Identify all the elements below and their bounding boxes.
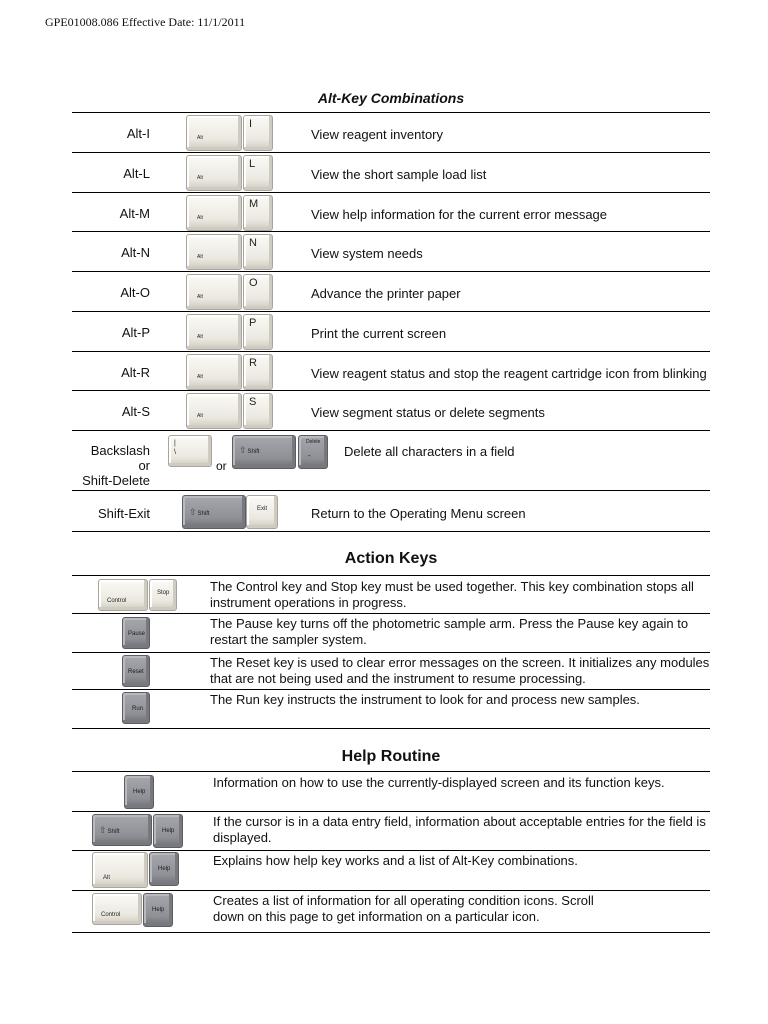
- description-line: If the cursor is in a data entry field, information about acceptable entries for the field is: [213, 814, 706, 829]
- table-row: [72, 850, 710, 890]
- run-key: [122, 692, 150, 724]
- table-row: [72, 576, 710, 613]
- combo-label: Alt-R: [121, 365, 150, 380]
- letter-key-r: [243, 354, 273, 390]
- run-key-label: Run: [132, 706, 144, 712]
- combo-label: Alt-O: [120, 285, 150, 300]
- row-description: Return to the Operating Menu screen: [311, 506, 526, 521]
- table-rule: [72, 728, 710, 729]
- combo-label: Alt-I: [126, 126, 150, 141]
- alt-key-label: Alt: [197, 175, 203, 181]
- row-description: View reagent inventory: [311, 127, 444, 142]
- control-key-label: Control: [107, 598, 127, 604]
- table-row: [72, 689, 710, 728]
- pause-key-label: Pause: [128, 631, 146, 637]
- letter-key-label: P: [249, 317, 257, 329]
- description-line: Information on how to use the currently-displayed screen and its function keys.: [213, 775, 665, 790]
- table-row-alt-m: [72, 193, 710, 231]
- table-row-alt-r: [72, 352, 710, 390]
- reset-key-label: Reset: [128, 669, 144, 675]
- description-line: restart the sampler system.: [210, 632, 367, 647]
- pause-key: [122, 617, 150, 649]
- help-key-label: Help: [152, 907, 165, 913]
- row-description: View system needs: [311, 246, 423, 261]
- table-row-backslash: [72, 431, 710, 490]
- letter-key-label: N: [249, 237, 257, 249]
- letter-key-label: O: [249, 277, 258, 289]
- help-key: [124, 775, 154, 809]
- table-row-alt-p: [72, 312, 710, 350]
- alt-key: [186, 115, 242, 151]
- letter-key-label: S: [249, 396, 257, 408]
- letter-key-m: [243, 195, 273, 231]
- row-description: View reagent status and stop the reagent cartridge icon from blinking: [311, 366, 707, 381]
- delete-key: [298, 435, 328, 469]
- row-description: Print the current screen: [311, 326, 447, 341]
- table-row-alt-n: [72, 232, 710, 270]
- letter-key-label: R: [249, 357, 257, 369]
- row-description: View the short sample load list: [311, 167, 487, 182]
- combo-label: [72, 443, 150, 488]
- description-line: instrument operations in progress.: [210, 595, 407, 610]
- backslash-key: [168, 435, 212, 467]
- row-description: [213, 775, 665, 791]
- combo-label: Alt-P: [121, 325, 150, 340]
- description-line: down on this page to get information on a particular icon.: [213, 909, 540, 924]
- letter-key-n: [243, 234, 273, 270]
- description-line: displayed.: [213, 830, 272, 845]
- help-key: [149, 852, 179, 886]
- combo-label: Alt-N: [121, 245, 150, 260]
- help-routine-section-title: Help Routine: [341, 748, 441, 765]
- alt-key: [186, 155, 242, 191]
- shift-arrow-icon: ⇧: [239, 445, 247, 455]
- alt-key-label: Alt: [197, 294, 203, 300]
- alt-key-label: Alt: [197, 215, 203, 221]
- alt-key: [186, 195, 242, 231]
- table-rule: [72, 531, 710, 532]
- combo-line: or: [138, 458, 150, 473]
- letter-key-label: L: [249, 158, 256, 170]
- description-line: Creates a list of information for all operating condition icons. Scroll: [213, 893, 594, 908]
- shift-key: [182, 495, 246, 529]
- control-key-label: Control: [101, 912, 121, 918]
- row-description: Delete all characters in a field: [344, 444, 515, 459]
- shift-key-label: [239, 446, 260, 455]
- letter-key-label: I: [249, 118, 253, 130]
- letter-key-label: M: [249, 198, 259, 210]
- table-row-alt-s: [72, 391, 710, 429]
- row-description: [210, 616, 688, 648]
- or-label: or: [216, 459, 227, 473]
- action-keys-section-title: Action Keys: [344, 550, 438, 567]
- description-line: The Reset key is used to clear error messages on the screen. It initializes any modules: [210, 655, 710, 670]
- combo-label: Alt-S: [121, 404, 150, 419]
- help-key-label: Help: [158, 866, 171, 872]
- table-rule: [72, 932, 710, 933]
- delete-key-label: Delete: [306, 439, 321, 445]
- alt-key-label: Alt: [103, 875, 111, 881]
- letter-key-l: [243, 155, 273, 191]
- table-row: [72, 652, 710, 689]
- row-description: Advance the printer paper: [311, 286, 461, 301]
- table-row: [72, 772, 710, 811]
- shift-key-text: Shift: [197, 511, 210, 517]
- action-keys-table: [72, 575, 710, 730]
- combo-label: Alt-L: [123, 166, 150, 181]
- table-row-shift-exit: [72, 491, 710, 531]
- help-key: [153, 814, 183, 848]
- shift-key: [92, 814, 152, 846]
- alt-key-section-title: Alt-Key Combinations: [317, 90, 465, 106]
- table-row-alt-i: [72, 113, 710, 151]
- document-header: GPE01008.086 Effective Date: 11/1/2011: [45, 15, 246, 29]
- exit-key: [246, 495, 278, 529]
- alt-key-label: Alt: [197, 334, 203, 340]
- alt-key: [186, 393, 242, 429]
- table-row: [72, 890, 710, 932]
- shift-arrow-icon: ⇧: [99, 825, 107, 835]
- exit-key-label: Exit: [257, 506, 268, 512]
- alt-key: [186, 234, 242, 270]
- row-description: [210, 579, 694, 611]
- shift-key-text: Shift: [107, 829, 120, 835]
- table-row: [72, 613, 710, 652]
- description-line: Explains how help key works and a list of Alt-Key combinations.: [213, 853, 578, 868]
- shift-arrow-icon: ⇧: [189, 507, 197, 517]
- description-line: that are not being used and the instrument to resume processing.: [210, 671, 586, 686]
- alt-key-label: Alt: [197, 374, 203, 380]
- shift-key-label: [99, 826, 120, 835]
- help-key-label: Help: [162, 828, 175, 834]
- row-description: [210, 655, 709, 687]
- help-routine-table: [72, 771, 710, 936]
- alt-key-label: Alt: [197, 135, 203, 141]
- table-row-alt-l: [72, 153, 710, 191]
- alt-key: [186, 274, 242, 310]
- letter-key-p: [243, 314, 273, 350]
- shift-key: [232, 435, 296, 469]
- table-row: [72, 811, 710, 850]
- alt-key-label: Alt: [197, 254, 203, 260]
- letter-key-i: [243, 115, 273, 151]
- row-description: View segment status or delete segments: [311, 405, 545, 420]
- combo-line: Backslash: [90, 443, 150, 458]
- letter-key-o: [243, 274, 273, 310]
- alt-key-table: [72, 112, 710, 532]
- stop-key: [149, 579, 177, 611]
- shift-key-text: Shift: [247, 449, 260, 455]
- row-description: [213, 893, 594, 925]
- description-line: The Pause key turns off the photometric sample arm. Press the Pause key again to: [210, 616, 689, 631]
- control-key: [92, 893, 142, 925]
- alt-key: [186, 314, 242, 350]
- alt-key: [92, 852, 148, 888]
- row-description: [213, 814, 706, 846]
- alt-key: [186, 354, 242, 390]
- combo-line: Shift-Delete: [82, 473, 150, 488]
- alt-key-label: Alt: [197, 413, 203, 419]
- help-key: [143, 893, 173, 927]
- description-line: The Run key instructs the instrument to look for and process new samples.: [210, 692, 640, 707]
- delete-key-minus-label: -: [308, 451, 311, 460]
- reset-key: [122, 655, 150, 687]
- row-description: [210, 692, 640, 708]
- letter-key-s: [243, 393, 273, 429]
- combo-label: Shift-Exit: [97, 506, 150, 521]
- combo-label: Alt-M: [119, 206, 150, 221]
- table-row-alt-o: [72, 272, 710, 310]
- help-key-label: Help: [133, 789, 146, 795]
- stop-key-label: Stop: [157, 590, 170, 596]
- control-key: [98, 579, 148, 611]
- row-description: [213, 853, 578, 869]
- row-description: View help information for the current error message: [311, 207, 608, 222]
- shift-key-label: [189, 508, 210, 517]
- backslash-key-top-label: |: [174, 440, 176, 447]
- backslash-key-label: \: [174, 449, 176, 456]
- description-line: The Control key and Stop key must be used together. This key combination stops all: [210, 579, 694, 594]
